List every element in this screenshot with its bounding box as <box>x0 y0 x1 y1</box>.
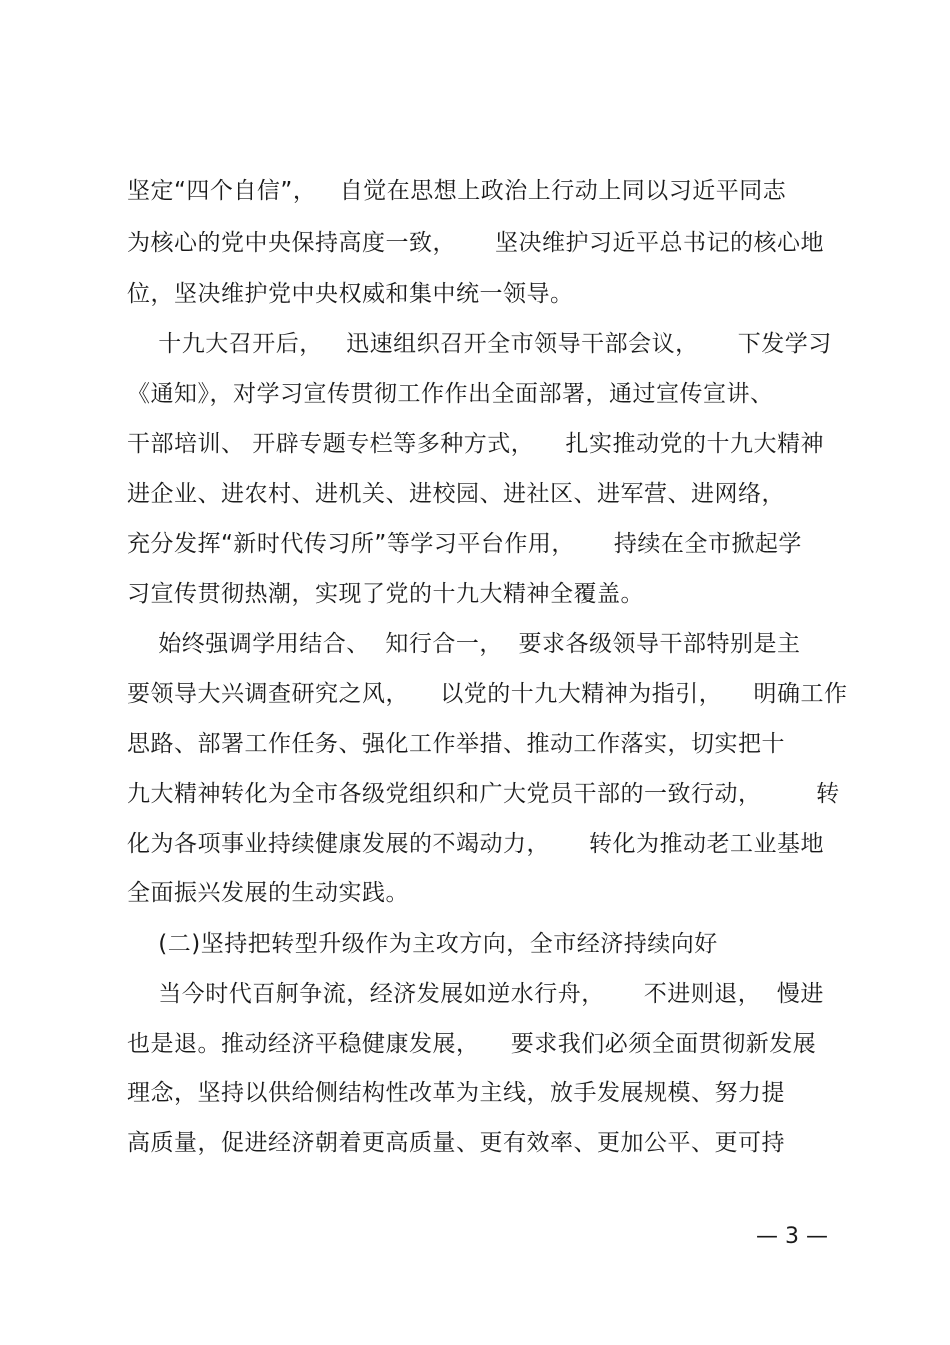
body-text-line: 也是退。推动经济平稳健康发展， 要求我们必须全面贯彻新发展 <box>127 1031 817 1057</box>
body-text-line: 《通知》，对学习宣传贯彻工作作出全面部署，通过宣传宣讲、 <box>127 381 774 407</box>
body-text-line: 习宣传贯彻热潮，实现了党的十九大精神全覆盖。 <box>127 581 644 607</box>
body-text-line: 十九大召开后， 迅速组织召开全市领导干部会议， 下发学习 <box>127 331 832 357</box>
page-number: — 3 — <box>756 1224 828 1249</box>
body-text-line: 九大精神转化为全市各级党组织和广大党员干部的一致行动， 转 <box>127 781 840 807</box>
body-text-line: 要领导大兴调查研究之风， 以党的十九大精神为指引， 明确工作 <box>127 681 848 707</box>
body-text-line: 干部培训、 开辟专题专栏等多种方式， 扎实推动党的十九大精神 <box>127 431 825 457</box>
body-text-line: 坚定“四个自信”， 自觉在思想上政治上行动上同以习近平同志 <box>127 178 787 204</box>
body-text-line: 思路、部署工作任务、强化工作举措、推动工作落实，切实把十 <box>127 731 785 757</box>
section-heading: (二)坚持把转型升级作为主攻方向，全市经济持续向好 <box>127 931 718 957</box>
body-text-line: 全面振兴发展的生动实践。 <box>127 880 409 906</box>
body-text-line: 当今时代百舸争流，经济发展如逆水行舟， 不进则退， 慢进 <box>127 981 824 1007</box>
body-text-line: 位，坚决维护党中央权威和集中统一领导。 <box>127 281 574 307</box>
body-text-line: 理念，坚持以供给侧结构性改革为主线，放手发展规模、努力提 <box>127 1080 785 1106</box>
body-text-line: 高质量，促进经济朝着更高质量、更有效率、更加公平、更可持 <box>127 1130 785 1156</box>
body-text-line: 为核心的党中央保持高度一致， 坚决维护习近平总书记的核心地 <box>127 230 825 256</box>
body-text-line: 始终强调学用结合、 知行合一， 要求各级领导干部特别是主 <box>127 631 801 657</box>
body-text-line: 进企业、进农村、进机关、进校园、进社区、进军营、进网络， <box>127 481 785 507</box>
body-text-line: 化为各项事业持续健康发展的不竭动力， 转化为推动老工业基地 <box>127 831 825 857</box>
body-text-line: 充分发挥“新时代传习所”等学习平台作用， 持续在全市掀起学 <box>127 531 802 557</box>
